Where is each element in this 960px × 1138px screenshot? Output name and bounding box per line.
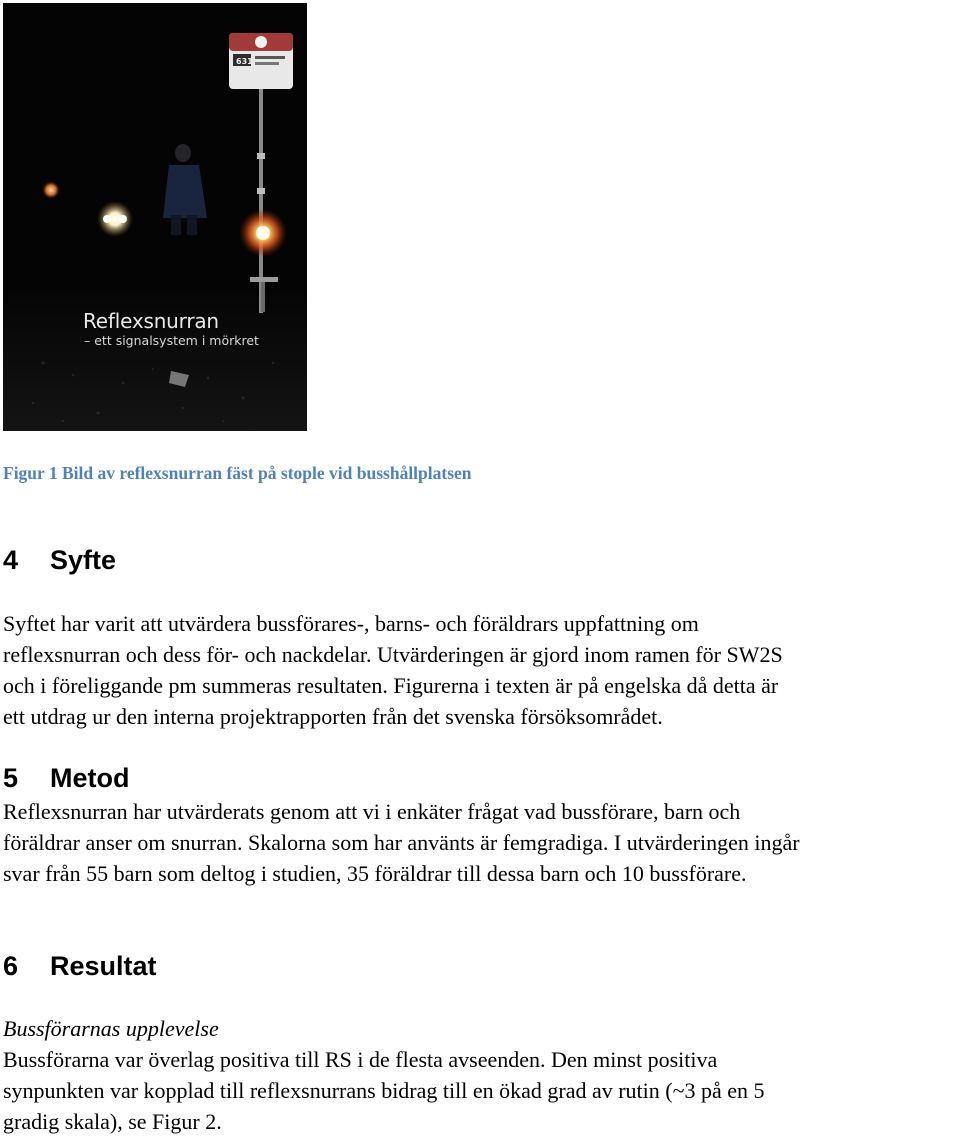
section-heading-syfte	[3, 544, 116, 576]
section-number: 6	[3, 951, 19, 981]
car-headlights-glow	[97, 201, 133, 237]
paragraph-metod	[3, 796, 960, 889]
text-line: svar från 55 barn som deltog i studien, 35 föräldrar till dessa barn och 10 bussförare.	[3, 861, 747, 886]
text-line: Bussförarna var överlag positiva till RS i de flesta avseenden. Den minst positiva	[3, 1047, 718, 1072]
text-line: gradig skala), se Figur 2.	[3, 1109, 222, 1134]
bus-stop-sign	[229, 33, 293, 89]
section-title: Resultat	[50, 951, 157, 981]
text-line: Reflexsnurran har utvärderats genom att vi i enkäter frågat vad bussförare, barn och	[3, 799, 741, 824]
cover-subtitle: – ett signalsystem i mörkret	[84, 333, 259, 348]
figure-caption: Figur 1 Bild av reflexsnurran fäst på stople vid busshållplatsen	[3, 463, 472, 483]
text-line: föräldrar anser om snurran. Skalorna som har använts är femgradiga. I utvärderingen ingår	[3, 830, 800, 855]
section-title: Syfte	[50, 545, 117, 575]
section-heading-resultat	[3, 950, 157, 982]
text-line: synpunkten var kopplad till reflexsnurrans bidrag till en ökad grad av rutin (~3 på en 5	[3, 1078, 765, 1103]
subheading-bussforarnas-upplevelse: Bussförarnas upplevelse	[3, 1016, 219, 1041]
distant-light-glow	[42, 181, 60, 199]
svg-text:631: 631	[236, 57, 253, 66]
text-line: och i föreliggande pm summeras resultaten. Figurerna i texten är på engelska då detta är	[3, 673, 779, 698]
section-title: Metod	[50, 763, 130, 793]
section-number: 4	[3, 545, 19, 575]
section-heading-metod	[3, 762, 129, 794]
night-scene-image	[3, 3, 307, 431]
paragraph-syfte	[3, 608, 960, 732]
section-number: 5	[3, 763, 19, 793]
text-line: reflexsnurran och dess för- och nackdelar. Utvärderingen är gjord inom ramen för SW2S	[3, 642, 783, 667]
text-line: ett utdrag ur den interna projektrapporten från det svenska försöksområdet.	[3, 704, 663, 729]
paragraph-resultat	[3, 1044, 960, 1137]
cover-photo	[3, 3, 307, 431]
cover-title: Reflexsnurran	[83, 309, 219, 333]
text-line: Syftet har varit att utvärdera bussförares-, barns- och föräldrars uppfattning om	[3, 611, 699, 636]
